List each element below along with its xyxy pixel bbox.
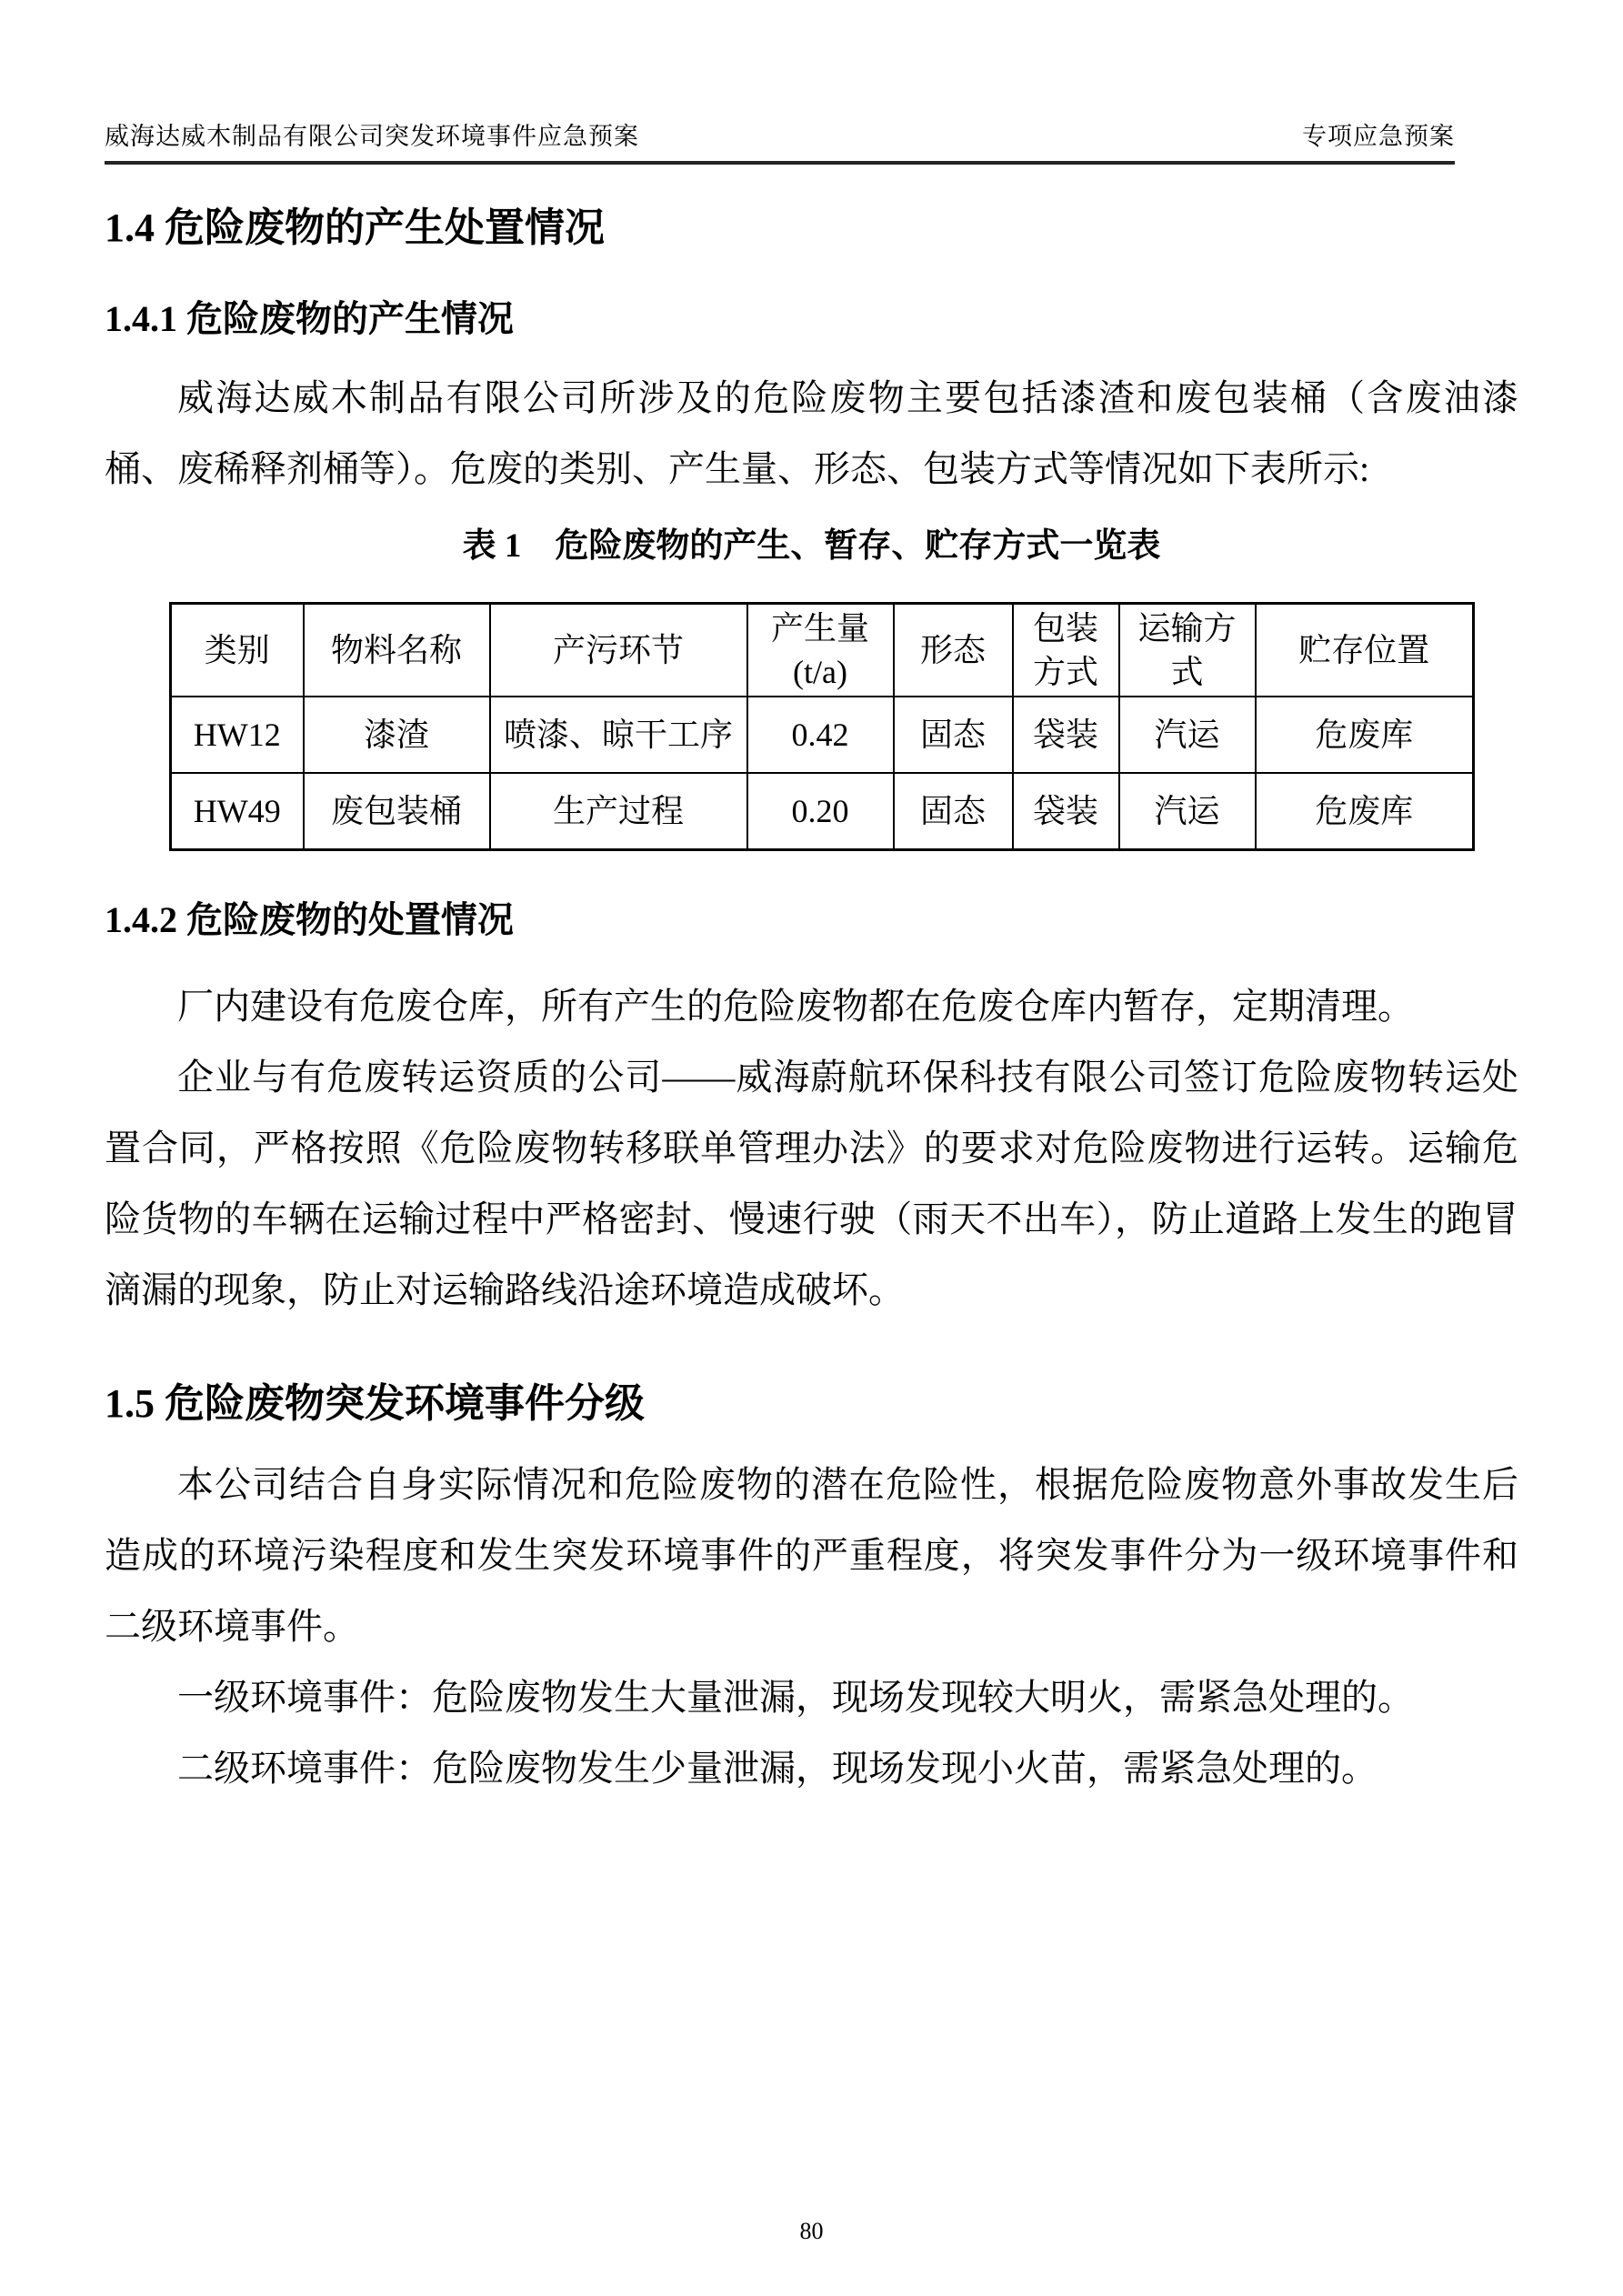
header-left-title: 威海达威木制品有限公司突发环境事件应急预案: [105, 123, 639, 150]
cell-transport: 汽运: [1119, 773, 1256, 849]
paragraph-1-5-c: 二级环境事件：危险废物发生少量泄漏，现场发现小火苗，需紧急处理的。: [177, 1748, 1378, 1790]
paragraph-1-5-b: 一级环境事件：危险废物发生大量泄漏，现场发现较大明火，需紧急处理的。: [177, 1677, 1414, 1719]
heading-1-4: 1.4 危险废物的产生处置情况: [105, 206, 605, 250]
cell-storage-location: 危废库: [1256, 773, 1474, 849]
cell-packaging: 袋装: [1013, 773, 1119, 849]
paragraph-1-4-2-b: 企业与有危废转运资质的公司——威海蔚航环保科技有限公司签订危险废物转运处置合同，严格按照《危险废物转移联单管理办法》的要求对危险废物进行运转。运输危险货物的车辆在运输过程中严格密封、慢速行驶（雨天不出车），防止道路上发生的跑冒滴漏的现象，防止对运输路线沿途环境造成破坏。: [105, 1056, 1518, 1310]
page-number: 80: [799, 2218, 824, 2244]
table-row-hw12: [171, 697, 1474, 773]
th-storage-location: 贮存位置: [1256, 603, 1474, 697]
table-header-row: [171, 603, 1474, 697]
th-output-amount: 产生量 (t/a): [747, 603, 894, 697]
cell-form: 固态: [894, 773, 1013, 849]
cell-form: 固态: [894, 697, 1013, 773]
th-form: 形态: [894, 603, 1013, 697]
th-material-name: 物料名称: [304, 603, 490, 697]
paragraph-1-5-a: 本公司结合自身实际情况和危险废物的潜在危险性，根据危险废物意外事故发生后造成的环境污染程度和发生突发环境事件的严重程度，将突发事件分为一级环境事件和二级环境事件。: [105, 1464, 1518, 1648]
cell-category: HW49: [171, 773, 304, 849]
header-right-title: 专项应急预案: [1302, 123, 1455, 150]
page-header: [105, 0, 1455, 165]
th-category: 类别: [171, 603, 304, 697]
paragraph-1-4-1: 威海达威木制品有限公司所涉及的危险废物主要包括漆渣和废包装桶（含废油漆桶、废稀释剂桶等）。危废的类别、产生量、形态、包装方式等情况如下表所示:: [105, 377, 1518, 490]
th-packaging: 包装方式: [1013, 603, 1119, 697]
cell-packaging: 袋装: [1013, 697, 1119, 773]
paragraph-1-4-2-a: 厂内建设有危废仓库，所有产生的危险废物都在危废仓库内暂存，定期清理。: [177, 985, 1414, 1027]
heading-1-4-2: 1.4.2 危险废物的处置情况: [105, 898, 514, 940]
cell-transport: 汽运: [1119, 697, 1256, 773]
cell-material-name: 漆渣: [304, 697, 490, 773]
cell-output-amount: 0.42: [747, 697, 894, 773]
cell-storage-location: 危废库: [1256, 697, 1474, 773]
th-transport: 运输方式: [1119, 603, 1256, 697]
cell-pollution-step: 喷漆、晾干工序: [490, 697, 747, 773]
cell-pollution-step: 生产过程: [490, 773, 747, 849]
th-pollution-step: 产污环节: [490, 603, 747, 697]
cell-material-name: 废包装桶: [304, 773, 490, 849]
table-caption: 表 1 危险废物的产生、暂存、贮存方式一览表: [462, 527, 1161, 566]
cell-output-amount: 0.20: [747, 773, 894, 849]
heading-1-4-1: 1.4.1 危险废物的产生情况: [105, 298, 514, 340]
hazardous-waste-table: [169, 602, 1475, 851]
cell-category: HW12: [171, 697, 304, 773]
heading-1-5: 1.5 危险废物突发环境事件分级: [105, 1380, 645, 1426]
table-row-hw49: [171, 773, 1474, 849]
